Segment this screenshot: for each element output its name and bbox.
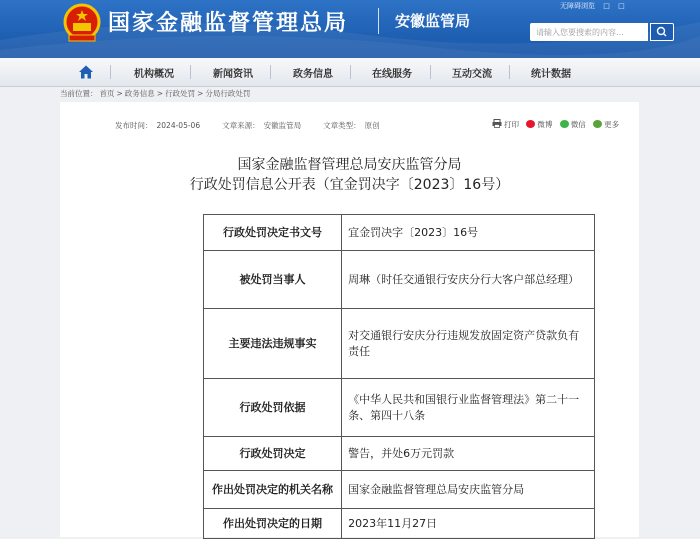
- site-header: [0, 0, 700, 58]
- branch-title[interactable]: 安徽监管局: [395, 12, 471, 30]
- breadcrumb-item-branch-penalties[interactable]: 分局行政处罚: [205, 89, 251, 98]
- nav-item-government-info[interactable]: 政务信息: [293, 69, 333, 80]
- national-emblem-logo: [63, 3, 101, 43]
- source: 安徽监管局: [263, 121, 302, 130]
- breadcrumb-separator: >: [116, 89, 123, 98]
- wechat-label: 微信: [570, 120, 586, 129]
- publish-date: 2024-05-06: [156, 121, 201, 130]
- breadcrumb-separator: >: [156, 89, 164, 98]
- nav-separator: [509, 65, 510, 79]
- table-value: 周琳（时任交通银行安庆分行大客户部总经理）: [342, 251, 595, 309]
- nav-separator: [430, 65, 431, 79]
- penalty-info-table: [203, 214, 595, 539]
- title-divider: [378, 8, 379, 34]
- wechat-share-button[interactable]: [560, 119, 586, 130]
- table-value: 国家金融监督管理总局安庆监管分局: [342, 471, 595, 509]
- nav-item-about[interactable]: 机构概况: [134, 69, 174, 80]
- table-value: 对交通银行安庆分行违规发放固定资产贷款负有责任: [342, 309, 595, 379]
- breadcrumb-item-government-info[interactable]: 政务信息: [124, 89, 155, 98]
- weibo-share-button[interactable]: [526, 119, 552, 130]
- table-row: [204, 251, 595, 309]
- table-row: [204, 471, 595, 509]
- more-share-button[interactable]: [593, 119, 619, 130]
- print-label: 打印: [504, 120, 519, 129]
- home-icon[interactable]: [77, 63, 95, 81]
- nav-separator: [190, 65, 191, 79]
- table-row: [204, 437, 595, 471]
- breadcrumb-label: 当前位置：: [60, 89, 98, 98]
- search-button[interactable]: [650, 23, 674, 41]
- breadcrumb: [60, 88, 252, 99]
- table-key: 作出处罚决定的机关名称: [204, 471, 342, 509]
- printer-icon: [492, 119, 502, 128]
- document-title-line2: 行政处罚信息公开表（宜金罚决字〔2023〕16号）: [189, 177, 510, 193]
- table-key: 行政处罚决定书文号: [204, 215, 342, 251]
- publish-date-label: 发布时间：: [115, 121, 153, 130]
- breadcrumb-item-home[interactable]: 首页: [99, 89, 115, 98]
- breadcrumb-item-penalties[interactable]: 行政处罚: [165, 89, 196, 98]
- table-row: [204, 309, 595, 379]
- table-key: 行政处罚依据: [204, 379, 342, 437]
- site-title[interactable]: 国家金融监督管理总局: [108, 11, 349, 36]
- nav-separator: [110, 65, 111, 79]
- more-label: 更多: [604, 120, 620, 129]
- top-link-3[interactable]: □: [618, 2, 625, 10]
- document-title-line1: 国家金融监督管理总局安庆监管分局: [237, 157, 462, 173]
- article-panel: [60, 102, 639, 537]
- main-nav: [0, 58, 700, 87]
- table-row: [204, 509, 595, 539]
- search-input[interactable]: [530, 23, 648, 41]
- share-toolbar: [492, 119, 624, 130]
- table-key: 行政处罚决定: [204, 437, 342, 471]
- search-icon: [651, 24, 673, 40]
- table-key: 主要违法违规事实: [204, 309, 342, 379]
- table-value: 《中华人民共和国银行业监督管理法》第二十一条、第四十八条: [342, 379, 595, 437]
- plus-icon: [593, 120, 602, 128]
- nav-item-online-services[interactable]: 在线服务: [372, 69, 412, 80]
- wechat-icon: [560, 120, 569, 128]
- document-title: [60, 155, 639, 195]
- top-link-2[interactable]: □: [603, 2, 610, 10]
- table-row: [204, 379, 595, 437]
- table-value: 宜金罚决字〔2023〕16号: [342, 215, 595, 251]
- table-row: [204, 215, 595, 251]
- nav-item-interaction[interactable]: 互动交流: [452, 69, 492, 80]
- weibo-icon: [526, 120, 535, 128]
- table-key: 被处罚当事人: [204, 251, 342, 309]
- nav-item-statistics[interactable]: 统计数据: [531, 69, 571, 80]
- print-button[interactable]: [492, 119, 519, 130]
- table-value: 警告，并处6万元罚款: [342, 437, 595, 471]
- nav-separator: [270, 65, 271, 79]
- nav-separator: [350, 65, 351, 79]
- article-type: 原创: [364, 121, 380, 130]
- breadcrumb-separator: >: [197, 89, 204, 98]
- top-links: [560, 1, 631, 11]
- source-label: 文章来源：: [222, 121, 260, 130]
- type-label: 文章类型：: [323, 121, 361, 130]
- table-key: 作出处罚决定的日期: [204, 509, 342, 539]
- nav-item-news[interactable]: 新闻资讯: [213, 69, 253, 80]
- accessibility-link[interactable]: 无障碍浏览: [560, 2, 595, 10]
- article-meta: [115, 120, 384, 131]
- weibo-label: 微博: [537, 120, 553, 129]
- table-value: 2023年11月27日: [342, 509, 595, 539]
